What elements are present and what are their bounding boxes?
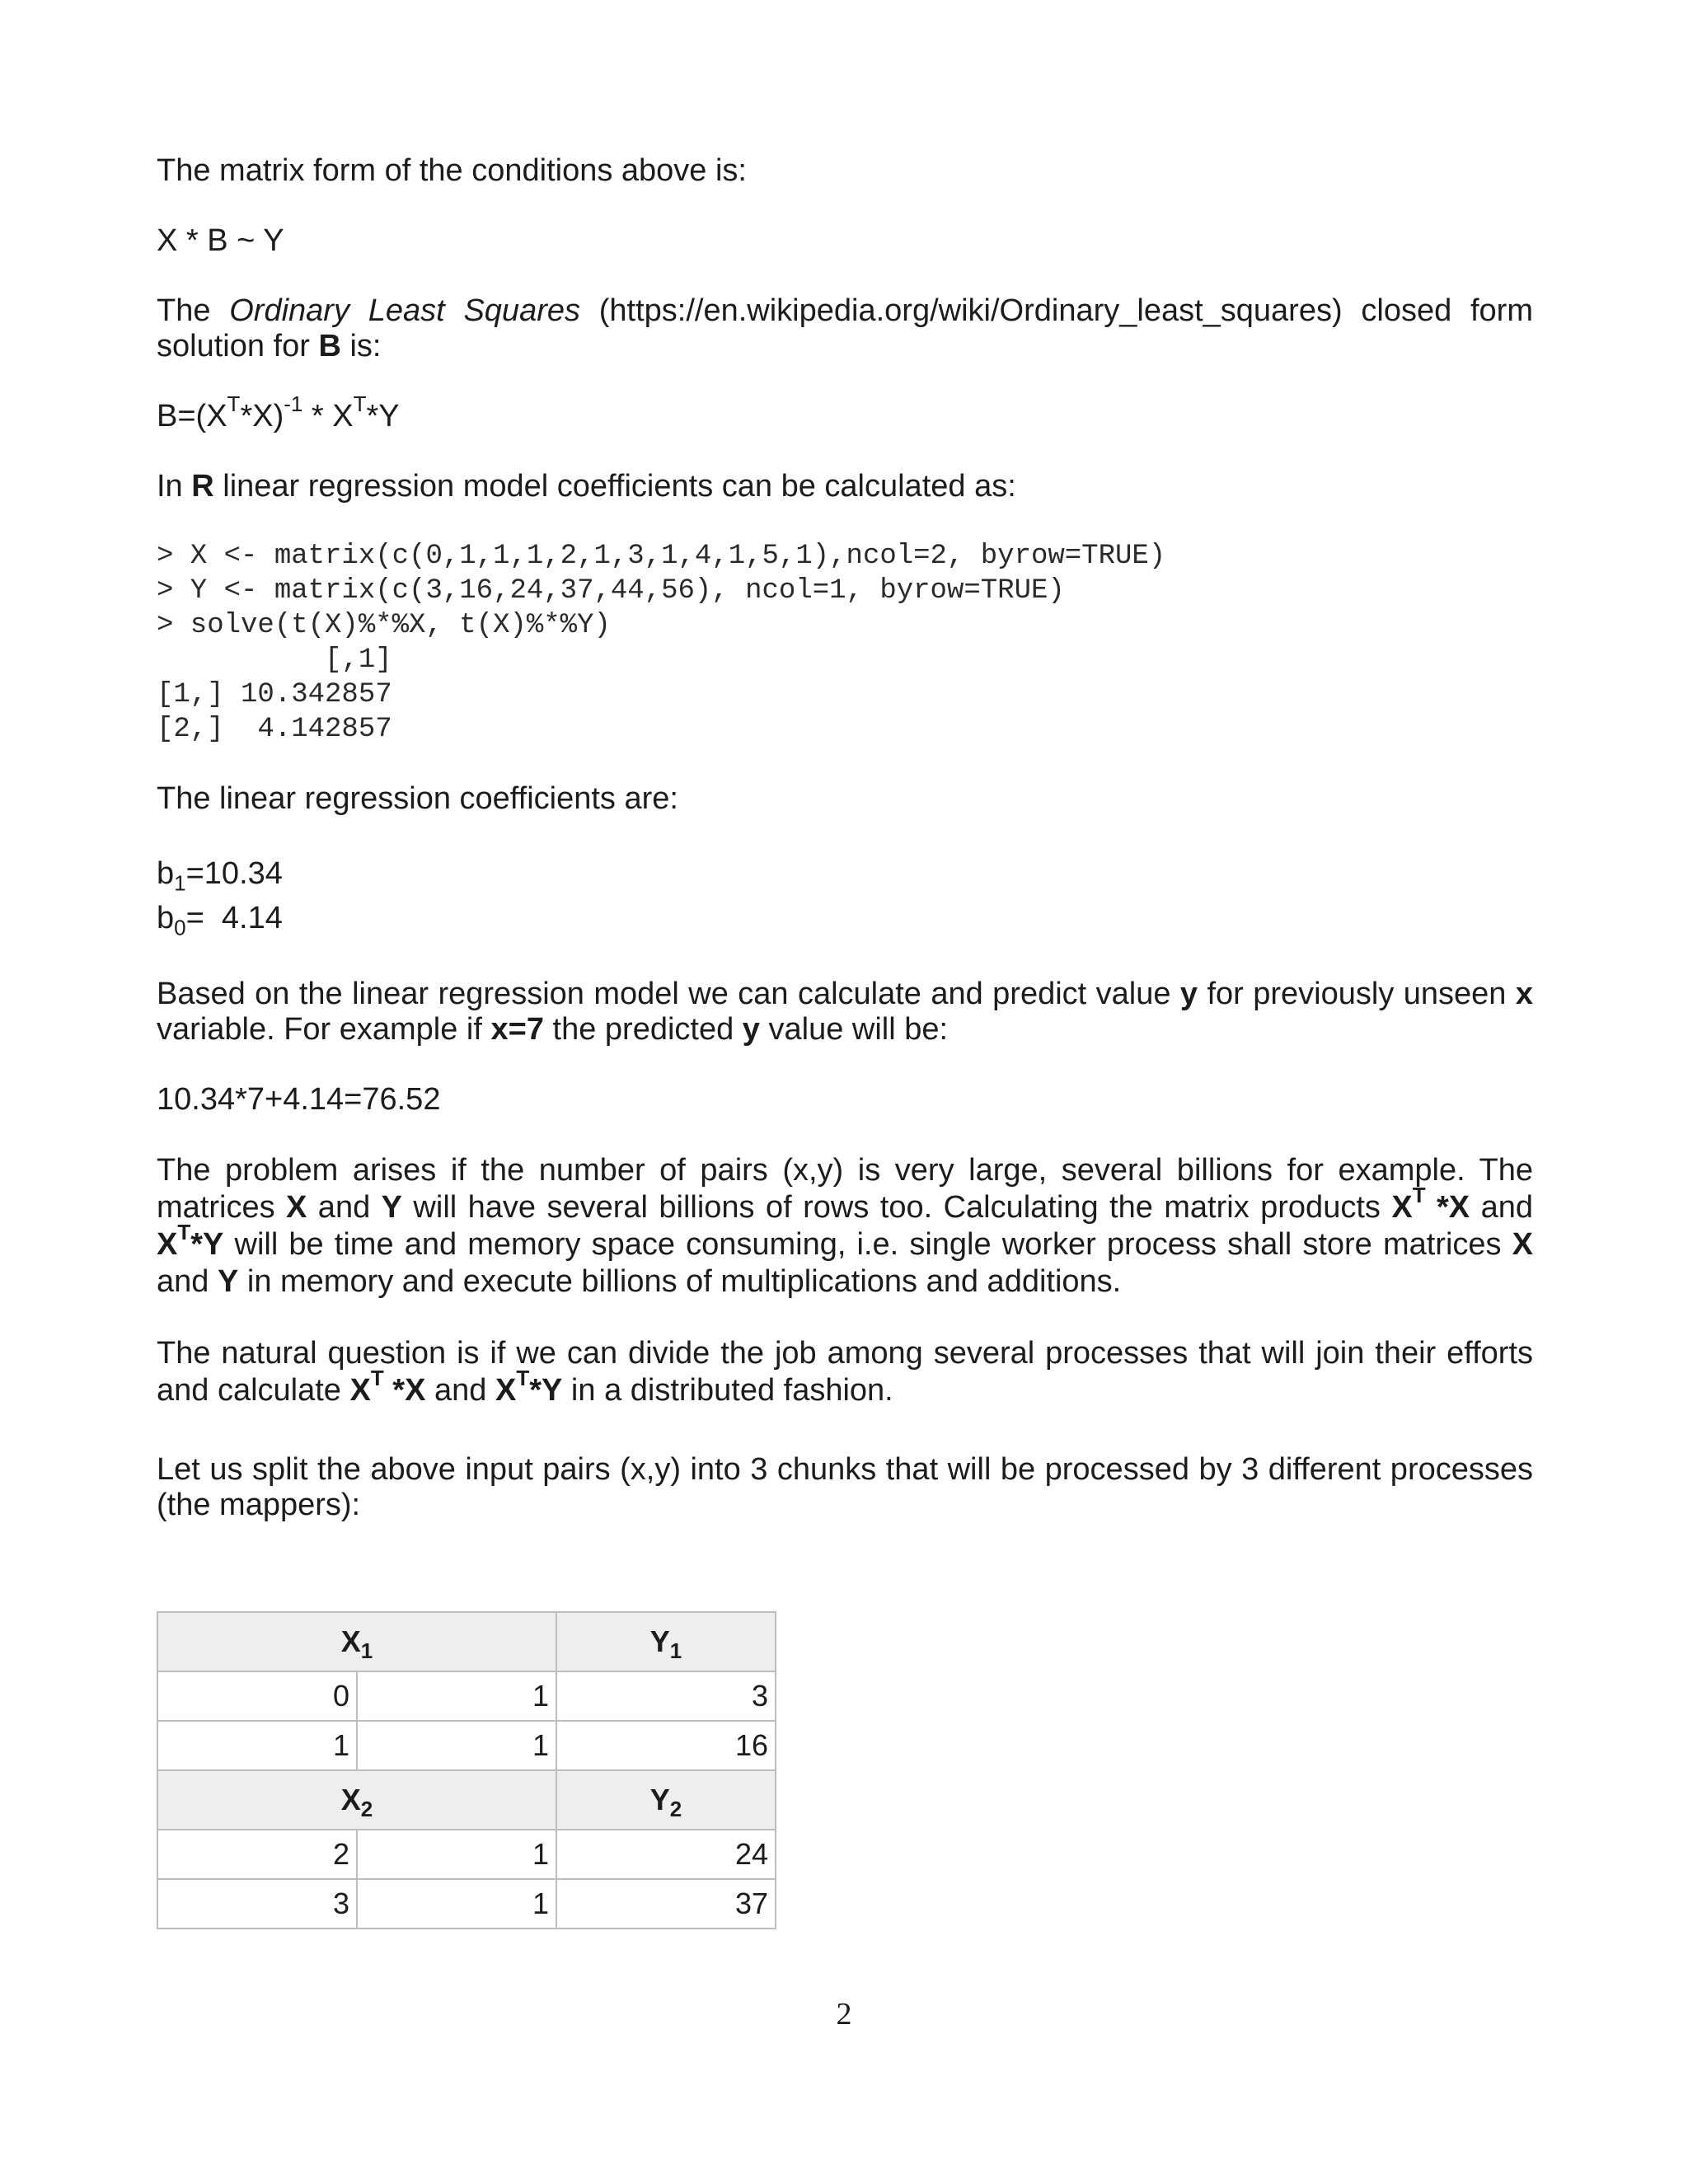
paragraph-distributed: The natural question is if we can divide the job among several processes that will join their efforts and calculate $X^T$ *X and $X^T*Y$ in a distributed fashion.: [157, 1336, 1533, 1408]
paragraph-coefficients: The linear regression coefficients are:: [157, 781, 678, 816]
table-cell: 1: [357, 1830, 556, 1879]
table-cell: 1: [357, 1721, 556, 1770]
table-header-row: [157, 1770, 776, 1830]
coefficient-b1: $b_1=10.34$: [157, 856, 283, 896]
table-cell: 16: [556, 1721, 776, 1770]
table-row: [157, 1721, 776, 1770]
paragraph-ols: The Ordinary Least Squares (https://en.wikipedia.org/wiki/Ordinary_least_squares) closed form solution for B is:: [157, 293, 1533, 363]
equation-matrix: X * B ~ Y: [157, 223, 284, 258]
code-line: [,1]: [157, 644, 392, 676]
coefficient-b0: $b_0= 4.14$: [157, 901, 283, 940]
paragraph-problem: The problem arises if the number of pairs (x,y) is very large, several billions for example. The matrices X and Y will have several billions of rows too. Calculating the matrix products $X^T$ *X and $X^T*Y$ will be time and memory space consuming, i.e. single worker process shall store matrices X and Y in memory and execute billions of multiplications and additions.: [157, 1153, 1533, 1299]
table-cell: 1: [157, 1721, 357, 1770]
paragraph-prediction: Based on the linear regression model we can calculate and predict value y for previously unseen x variable. For example if x=7 the predicted y value will be:: [157, 977, 1533, 1047]
table-cell: 2: [157, 1830, 357, 1879]
code-line: > Y <- matrix(c(3,16,24,37,44,56), ncol=1, byrow=TRUE): [157, 575, 1065, 607]
paragraph-split: Let us split the above input pairs (x,y) into 3 chunks that will be processed by 3 different processes (the mappers):: [157, 1452, 1533, 1522]
ols-formula: $B=(X^T*X)^{-1} * X^T*Y$: [157, 391, 400, 434]
table-cell: 0: [157, 1671, 357, 1721]
paragraph-r-intro: In R linear regression model coefficients can be calculated as:: [157, 469, 1016, 504]
table-cell: 24: [556, 1830, 776, 1879]
code-line: > solve(t(X)%*%X, t(X)%*%Y): [157, 610, 611, 641]
paragraph-matrix-form: The matrix form of the conditions above is:: [157, 153, 747, 188]
code-line: [1,] 10.342857: [157, 679, 392, 710]
table-cell: 37: [556, 1879, 776, 1929]
table-header-row: [157, 1612, 776, 1671]
header-y2: $Y_2$: [556, 1770, 776, 1830]
table-row: [157, 1671, 776, 1721]
r-code-block: [157, 539, 1533, 747]
table-row: [157, 1879, 776, 1929]
table-cell: 1: [357, 1671, 556, 1721]
table-cell: 3: [556, 1671, 776, 1721]
ols-term: Ordinary Least Squares: [229, 293, 580, 328]
header-x1: $X_1$: [157, 1612, 556, 1671]
chunks-table: [157, 1611, 776, 1929]
header-y1: $Y_1$: [556, 1612, 776, 1671]
header-x2: $X_2$: [157, 1770, 556, 1830]
table-cell: 1: [357, 1879, 556, 1929]
document-body: [157, 153, 1533, 1523]
table-cell: 3: [157, 1879, 357, 1929]
code-line: > X <- matrix(c(0,1,1,1,2,1,3,1,4,1,5,1),ncol=2, byrow=TRUE): [157, 541, 1166, 572]
coefficient-list: [157, 851, 1533, 940]
page-number: 2: [836, 1997, 852, 2032]
prediction-result: 10.34*7+4.14=76.52: [157, 1082, 441, 1117]
code-line: [2,] 4.142857: [157, 714, 392, 745]
table-row: [157, 1830, 776, 1879]
